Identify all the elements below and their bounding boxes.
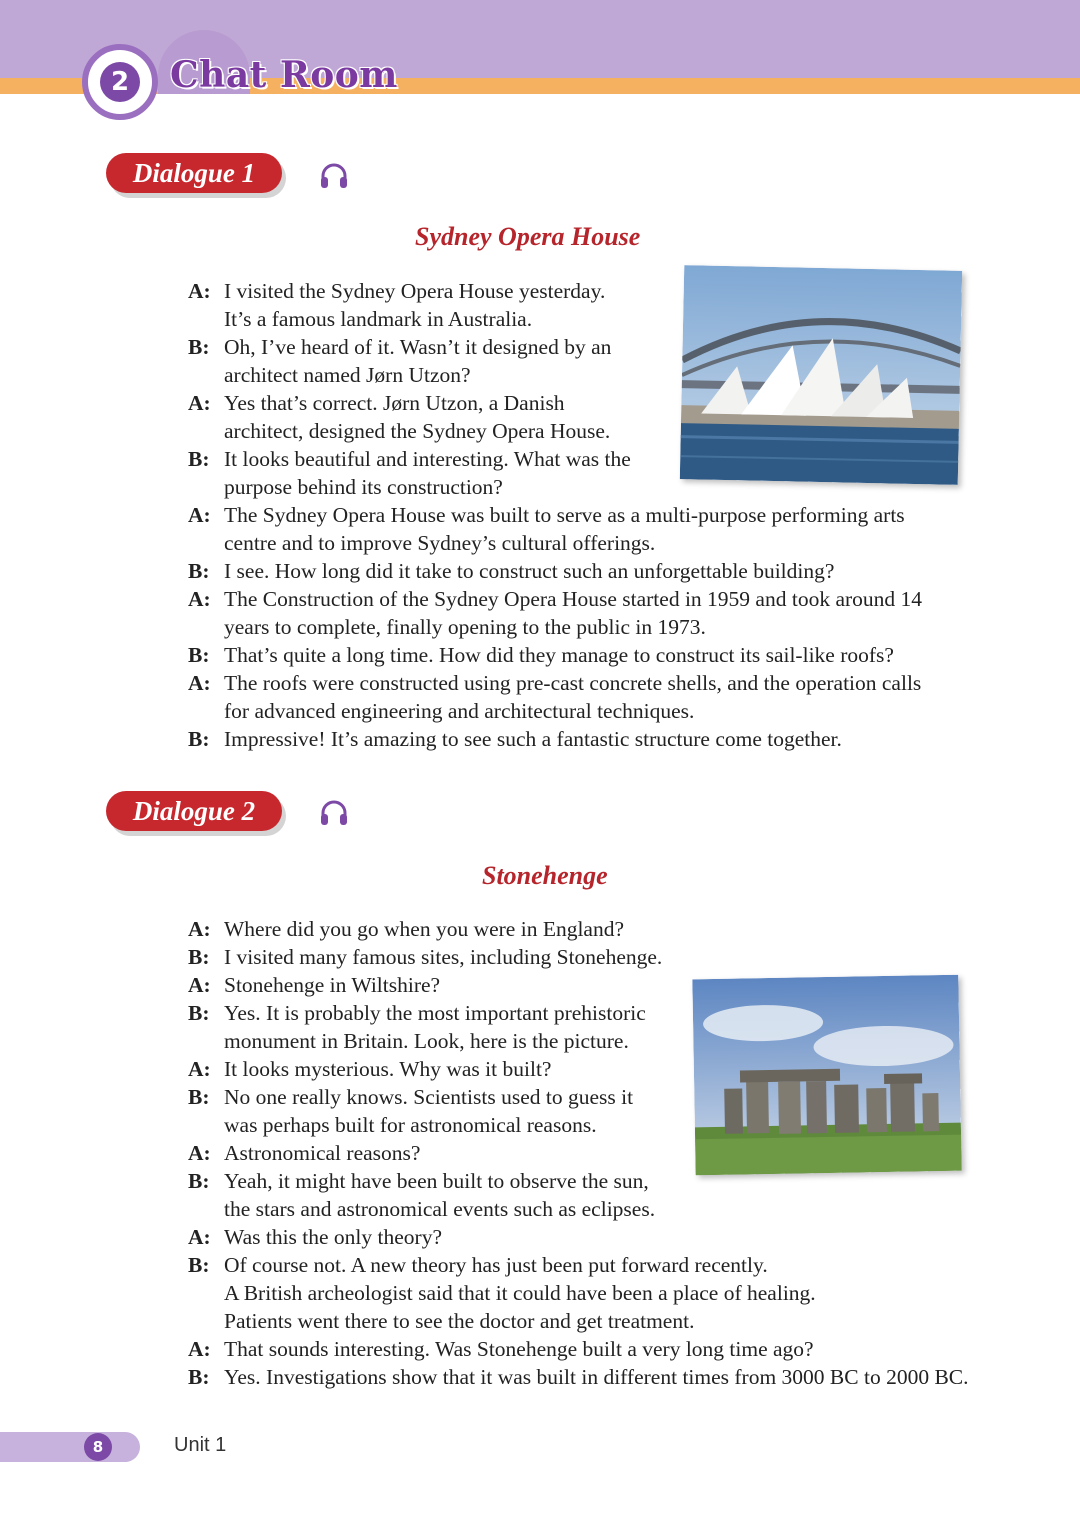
- speaker-label: B:: [188, 1169, 210, 1193]
- line-text-row: architect named Jørn Utzon?: [224, 363, 471, 387]
- dialogue-line: [188, 669, 922, 725]
- dialogue-2-badge: Dialogue 2: [106, 791, 282, 831]
- line-text-row: Astronomical reasons?: [224, 1141, 421, 1165]
- line-text: [224, 999, 646, 1055]
- speaker-label: A:: [188, 1057, 211, 1081]
- line-text-row: Oh, I’ve heard of it. Wasn’t it designed by an: [224, 335, 612, 359]
- line-text: [224, 1055, 551, 1083]
- speaker-label: B:: [188, 643, 210, 667]
- line-text-row: centre and to improve Sydney’s cultural offerings.: [224, 531, 656, 555]
- line-text-row: It looks beautiful and interesting. What was the: [224, 447, 631, 471]
- line-text-row: A British archeologist said that it could have been a place of healing.: [224, 1281, 816, 1305]
- dialogue-line: [188, 1363, 969, 1391]
- speaker-label: A:: [188, 587, 211, 611]
- line-text-row: The roofs were constructed using pre-cast concrete shells, and the operation calls: [224, 671, 922, 695]
- dialogue-line: [188, 641, 922, 669]
- line-text-row: No one really knows. Scientists used to guess it: [224, 1085, 634, 1109]
- line-text: [224, 557, 834, 585]
- stonehenge-photo: [692, 975, 961, 1176]
- page-number: 8: [84, 1433, 112, 1461]
- dialogue-line: [188, 1251, 969, 1335]
- line-text-row: I visited the Sydney Opera House yesterday.: [224, 279, 606, 303]
- dialogue-line: [188, 557, 922, 585]
- line-text-row: architect, designed the Sydney Opera House.: [224, 419, 611, 443]
- speaker-label: B:: [188, 559, 210, 583]
- line-text: [224, 1223, 442, 1251]
- line-text: [224, 943, 662, 971]
- line-text-row: the stars and astronomical events such as eclipses.: [224, 1197, 656, 1221]
- speaker-label: B:: [188, 727, 210, 751]
- line-text: [224, 641, 894, 669]
- dialogue-1-badge: Dialogue 1: [106, 153, 282, 193]
- speaker-label: A:: [188, 1141, 211, 1165]
- line-text: [224, 1251, 816, 1335]
- dialogue-line: [188, 1167, 969, 1223]
- dialogue-2-title: Stonehenge: [482, 861, 608, 890]
- line-text-row: Where did you go when you were in England?: [224, 917, 625, 941]
- line-text-row: I see. How long did it take to construct such an unforgettable building?: [224, 559, 835, 583]
- speaker-label: B:: [188, 447, 210, 471]
- speaker-label: B:: [188, 1365, 210, 1389]
- line-text-row: Patients went there to see the doctor and get treatment.: [224, 1309, 695, 1333]
- line-text: [224, 971, 440, 999]
- line-text-row: Yeah, it might have been built to observe the sun,: [224, 1169, 649, 1193]
- dialogue-line: [188, 585, 922, 641]
- line-text: [224, 1167, 655, 1223]
- line-text-row: The Sydney Opera House was built to serve as a multi-purpose performing arts: [224, 503, 905, 527]
- dialogue-line: [188, 915, 969, 943]
- line-text-row: Of course not. A new theory has just been put forward recently.: [224, 1253, 768, 1277]
- section-title: Chat Room: [170, 54, 398, 96]
- line-text: [224, 277, 605, 333]
- speaker-label: A:: [188, 973, 211, 997]
- line-text: [224, 1139, 420, 1167]
- line-text: [224, 1335, 814, 1363]
- footer-bar: [0, 1432, 140, 1462]
- line-text: [224, 669, 921, 725]
- headphones-icon[interactable]: [318, 797, 350, 829]
- line-text: [224, 333, 611, 389]
- line-text-row: That sounds interesting. Was Stonehenge built a very long time ago?: [224, 1337, 814, 1361]
- line-text-row: years to complete, finally opening to the public in 1973.: [224, 615, 706, 639]
- line-text: [224, 1083, 633, 1139]
- line-text-row: The Construction of the Sydney Opera House started in 1959 and took around 14: [224, 587, 923, 611]
- line-text: [224, 725, 842, 753]
- headphones-icon[interactable]: [318, 160, 350, 192]
- line-text-row: That’s quite a long time. How did they manage to construct its sail-like roofs?: [224, 643, 894, 667]
- dialogue-1-title: Sydney Opera House: [415, 222, 641, 251]
- line-text: [224, 915, 624, 943]
- line-text-row: Yes that’s correct. Jørn Utzon, a Danish: [224, 391, 565, 415]
- line-text-row: Was this the only theory?: [224, 1225, 443, 1249]
- dialogue-line: [188, 725, 922, 753]
- line-text-row: Stonehenge in Wiltshire?: [224, 973, 441, 997]
- line-text: [224, 445, 631, 501]
- line-text-row: for advanced engineering and architectural techniques.: [224, 699, 695, 723]
- speaker-label: A:: [188, 279, 211, 303]
- line-text: [224, 1363, 969, 1391]
- speaker-label: B:: [188, 1001, 210, 1025]
- speaker-label: B:: [188, 335, 210, 359]
- speaker-label: A:: [188, 671, 211, 695]
- speaker-label: A:: [188, 391, 211, 415]
- line-text-row: was perhaps built for astronomical reasons.: [224, 1113, 597, 1137]
- dialogue-line: [188, 1223, 969, 1251]
- speaker-label: A:: [188, 917, 211, 941]
- speaker-label: A:: [188, 1225, 211, 1249]
- line-text: [224, 585, 922, 641]
- speaker-label: B:: [188, 1085, 210, 1109]
- line-text-row: Yes. Investigations show that it was built in different times from 3000 BC to 2000 BC.: [224, 1365, 969, 1389]
- line-text: [224, 389, 610, 445]
- sydney-opera-house-photo: [680, 265, 962, 485]
- unit-number-badge: [82, 44, 158, 120]
- line-text-row: It’s a famous landmark in Australia.: [224, 307, 533, 331]
- line-text-row: monument in Britain. Look, here is the picture.: [224, 1029, 629, 1053]
- line-text-row: Impressive! It’s amazing to see such a fantastic structure come together.: [224, 727, 842, 751]
- dialogue-line: [188, 501, 922, 557]
- speaker-label: B:: [188, 945, 210, 969]
- line-text-row: Yes. It is probably the most important prehistoric: [224, 1001, 646, 1025]
- speaker-label: A:: [188, 1337, 211, 1361]
- speaker-label: B:: [188, 1253, 210, 1277]
- unit-number: 2: [100, 62, 140, 102]
- unit-label: Unit 1: [174, 1434, 227, 1456]
- dialogue-line: [188, 1335, 969, 1363]
- line-text-row: I visited many famous sites, including Stonehenge.: [224, 945, 663, 969]
- line-text-row: It looks mysterious. Why was it built?: [224, 1057, 552, 1081]
- dialogue-line: [188, 943, 969, 971]
- line-text-row: purpose behind its construction?: [224, 475, 503, 499]
- speaker-label: A:: [188, 503, 211, 527]
- line-text: [224, 501, 905, 557]
